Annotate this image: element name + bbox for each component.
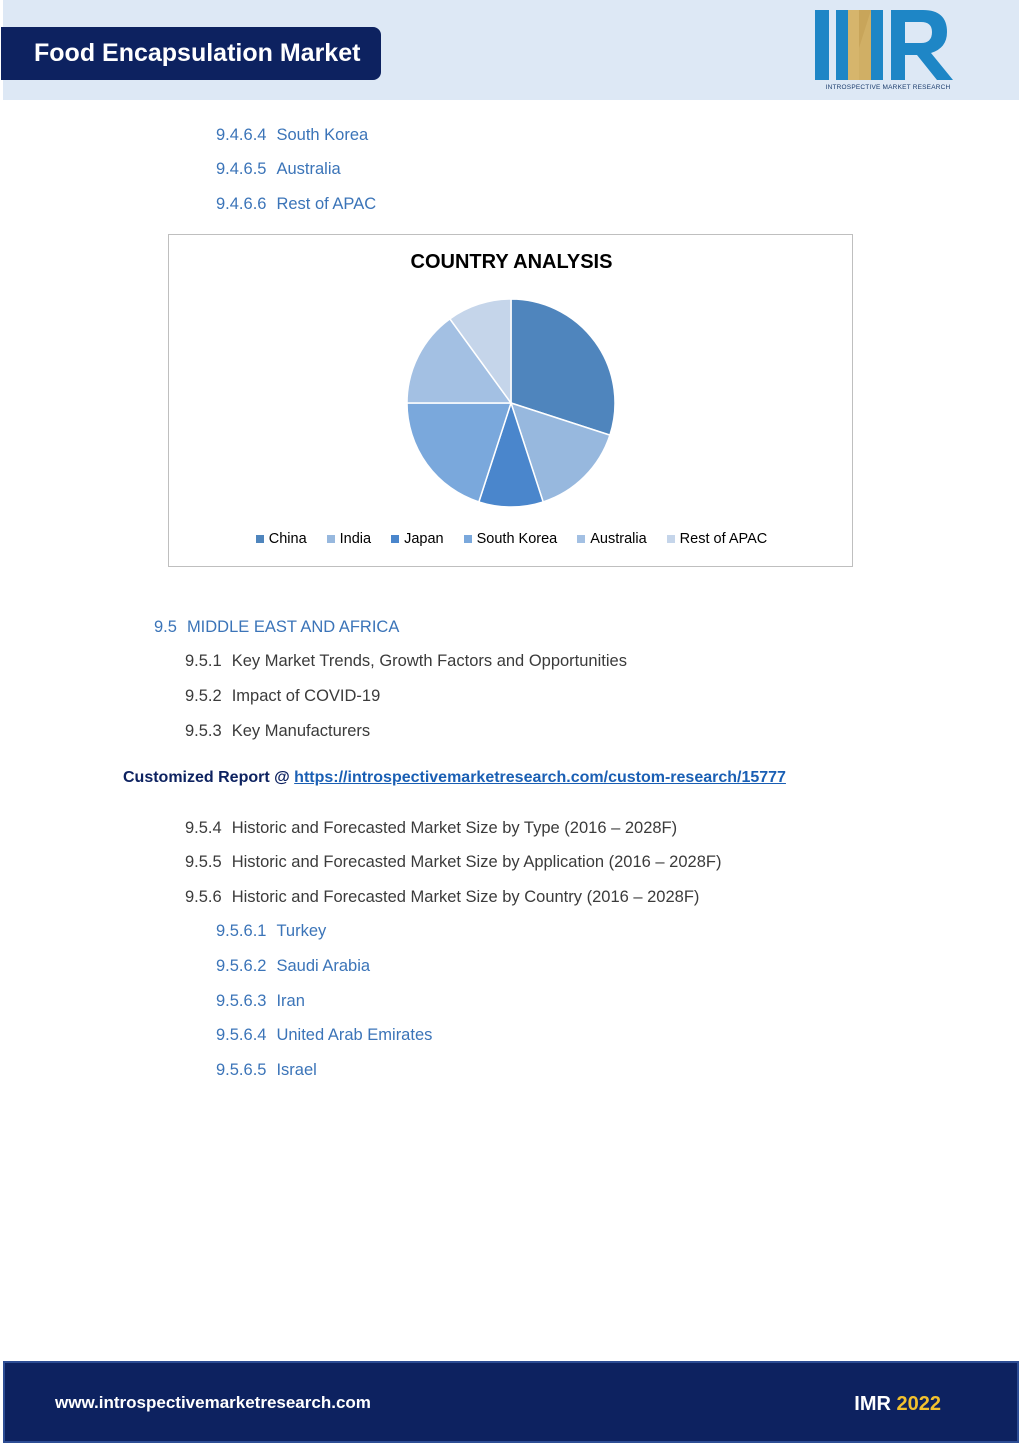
legend-label: Australia xyxy=(590,531,647,547)
legend-swatch xyxy=(327,535,335,543)
legend-item xyxy=(391,531,444,547)
toc-item[interactable]: 9.4.6.6 Rest of APAC xyxy=(216,195,377,213)
toc-item[interactable]: 9.5.4 Historic and Forecasted Market Size by Type (2016 – 2028F) xyxy=(185,819,678,837)
legend-label: Japan xyxy=(404,531,444,547)
toc-item[interactable]: 9.4.6.4 South Korea xyxy=(216,126,369,144)
pie-chart xyxy=(169,235,854,525)
footer-brand xyxy=(854,1393,941,1416)
country-analysis-chart xyxy=(168,234,853,567)
legend-swatch xyxy=(667,535,675,543)
toc-item[interactable]: 9.5.1 Key Market Trends, Growth Factors and Opportunities xyxy=(185,652,627,670)
toc-item[interactable]: 9.5.3 Key Manufacturers xyxy=(185,722,371,740)
report-title: Food Encapsulation Market xyxy=(1,27,381,80)
legend-label: South Korea xyxy=(476,531,558,547)
footer-url[interactable]: www.introspectivemarketresearch.com xyxy=(55,1393,371,1412)
toc-item[interactable]: 9.5.5 Historic and Forecasted Market Size by Application (2016 – 2028F) xyxy=(185,853,722,871)
legend-swatch xyxy=(464,535,472,543)
legend-swatch xyxy=(391,535,399,543)
toc-item[interactable]: 9.5.6.3 Iran xyxy=(216,992,305,1010)
custom-report-prefix: Customized Report @ xyxy=(123,769,295,786)
toc-item[interactable]: 9.5.6.1 Turkey xyxy=(216,922,327,940)
toc-item[interactable]: 9.5.6.4 United Arab Emirates xyxy=(216,1026,433,1044)
legend-item xyxy=(464,531,558,547)
legend-item xyxy=(667,531,768,547)
legend-item xyxy=(256,531,307,547)
legend-label: China xyxy=(268,531,307,547)
legend-swatch xyxy=(256,535,264,543)
toc-item[interactable]: 9.5.2 Impact of COVID-19 xyxy=(185,687,381,705)
legend-label: Rest of APAC xyxy=(679,531,768,547)
legend-swatch xyxy=(577,535,585,543)
page-footer xyxy=(3,1361,1019,1443)
footer-brand-name: IMR xyxy=(854,1393,891,1415)
chart-title: COUNTRY ANALYSIS xyxy=(410,251,613,273)
chart-legend xyxy=(169,531,854,547)
section-heading[interactable]: 9.5 MIDDLE EAST AND AFRICA xyxy=(154,618,400,636)
legend-item xyxy=(327,531,371,547)
customized-report-line xyxy=(123,769,786,787)
custom-report-link[interactable]: https://introspectivemarketresearch.com/custom-research/15777 xyxy=(294,769,786,786)
imr-logo xyxy=(813,8,963,96)
legend-label: India xyxy=(339,531,372,547)
footer-year: 2022 xyxy=(896,1393,941,1415)
toc-item[interactable]: 9.4.6.5 Australia xyxy=(216,160,341,178)
toc-item[interactable]: 9.5.6 Historic and Forecasted Market Size by Country (2016 – 2028F) xyxy=(185,888,700,906)
toc-item[interactable]: 9.5.6.2 Saudi Arabia xyxy=(216,957,371,975)
legend-item xyxy=(577,531,646,547)
toc-item[interactable]: 9.5.6.5 Israel xyxy=(216,1061,317,1079)
logo-caption: INTROSPECTIVE MARKET RESEARCH xyxy=(825,84,951,91)
